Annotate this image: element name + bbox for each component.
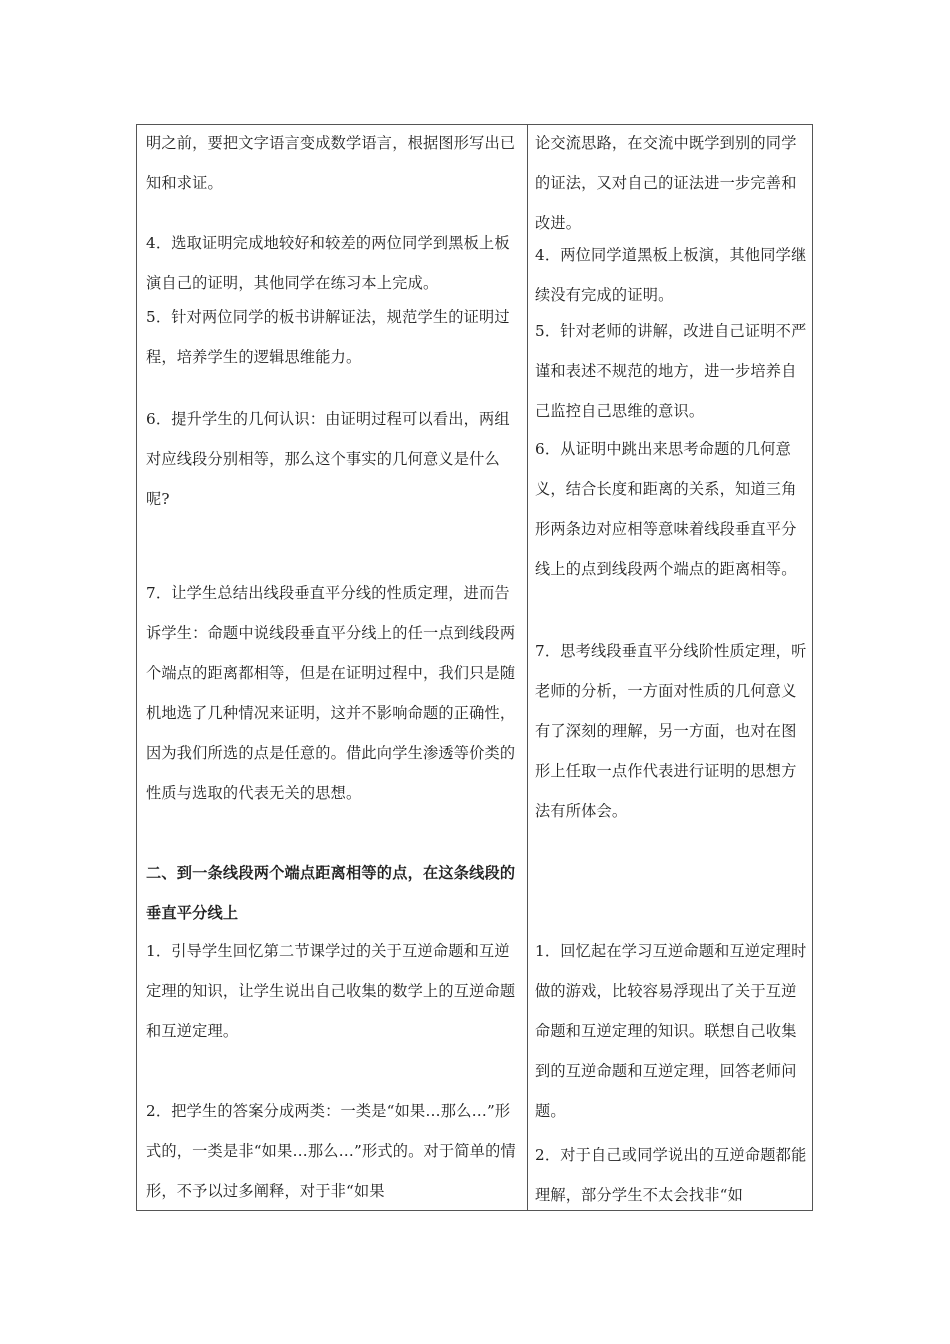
right-paragraph-1: 论交流思路，在交流中既学到别的同学的证法，又对自己的证法进一步完善和改进。 — [535, 134, 797, 232]
right-paragraph-6: 6．从证明中跳出来思考命题的几何意义，结合长度和距离的关系，知道三角形两条边对应相等意味着线段垂直平分线上的点到线段两个端点的距离相等。 — [535, 440, 797, 578]
left-paragraph-1: 明之前，要把文字语言变成数学语言，根据图形写出已知和求证。 — [146, 134, 516, 192]
right-paragraph-4: 4．两位同学道黑板上板演，其他同学继续没有完成的证明。 — [535, 246, 807, 304]
right-section2-paragraph-1: 1．回忆起在学习互逆命题和互逆定理时做的游戏，比较容易浮现出了关于互逆命题和互逆定理的知识。联想自己收集到的互逆命题和互逆定理，回答老师问题。 — [535, 942, 807, 1120]
right-paragraph-5: 5．针对老师的讲解，改进自己证明不严谨和表述不规范的地方，进一步培养自己监控自己思维的意识。 — [535, 322, 807, 420]
left-section2-paragraph-1: 1．引导学生回忆第二节课学过的关于互逆命题和互逆定理的知识，让学生说出自己收集的数学上的互逆命题和互逆定理。 — [146, 942, 516, 1040]
right-section2-paragraph-2: 2．对于自己或同学说出的互逆命题都能理解，部分学生不太会找非“如 — [535, 1146, 807, 1204]
left-paragraph-4: 4．选取证明完成地较好和较差的两位同学到黑板上板演自己的证明，其他同学在练习本上完成。 — [146, 234, 510, 292]
lesson-table — [136, 124, 813, 1211]
left-paragraph-7: 7．让学生总结出线段垂直平分线的性质定理，进而告诉学生：命题中说线段垂直平分线上的任一点到线段两个端点的距离都相等，但是在证明过程中，我们只是随机地选了几种情况来证明，这并不影响命题的正确性，因为我们所选的点是任意的。借此向学生渗透等价类的性质与选取的代表无关的思想。 — [146, 584, 516, 802]
column-divider — [527, 125, 528, 1210]
right-paragraph-7: 7．思考线段垂直平分线阶性质定理，听老师的分析，一方面对性质的几何意义有了深刻的理解，另一方面，也对在图形上任取一点作代表进行证明的思想方法有所体会。 — [535, 642, 807, 820]
left-paragraph-5: 5．针对两位同学的板书讲解证法，规范学生的证明过程，培养学生的逻辑思维能力。 — [146, 308, 510, 366]
left-paragraph-6: 6．提升学生的几何认识：由证明过程可以看出，两组对应线段分别相等，那么这个事实的几何意义是什么呢? — [146, 410, 510, 508]
left-section2-paragraph-2: 2．把学生的答案分成两类：一类是“如果…那么…”形式的，一类是非“如果…那么…”形式的。对于简单的情形，不予以过多阐释，对于非“如果 — [146, 1102, 516, 1200]
section-heading-2: 二、到一条线段两个端点距离相等的点，在这条线段的垂直平分线上 — [146, 864, 516, 922]
